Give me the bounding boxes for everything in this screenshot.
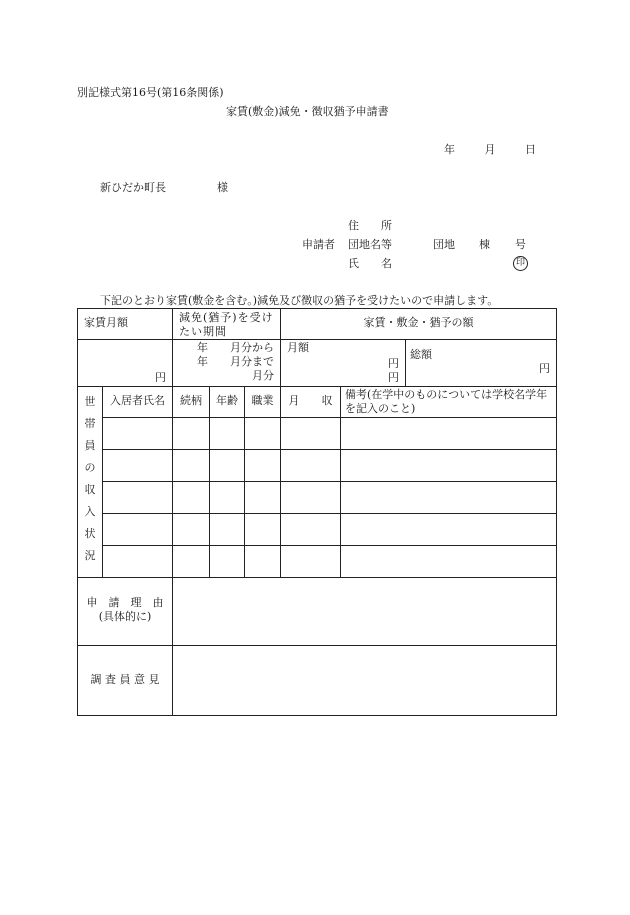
monthly-yen-1: 円 xyxy=(388,357,399,370)
household-row xyxy=(78,546,557,578)
household-cell[interactable] xyxy=(341,482,557,514)
household-cell[interactable] xyxy=(245,546,281,578)
col-relation-text: 続柄 xyxy=(180,394,202,407)
household-cell[interactable] xyxy=(173,546,210,578)
applicant-name-label: 氏 名 xyxy=(348,257,392,270)
applicant-complex-unit1: 団地 xyxy=(433,238,455,251)
reason-sub: (具体的に) xyxy=(98,610,152,623)
col-relation xyxy=(173,387,210,418)
applicant-complex-label: 団地名等 xyxy=(348,238,392,251)
household-vertical-char: 員 xyxy=(84,439,96,452)
amount-header-text: 家賃・敷金・猶予の額 xyxy=(363,316,474,329)
household-cell[interactable] xyxy=(245,514,281,546)
household-vertical-char: 況 xyxy=(84,549,96,562)
date-line xyxy=(444,141,536,157)
reason-label-cell xyxy=(78,578,173,646)
total-label: 総額 xyxy=(410,348,432,361)
period-to: 年 月分まで xyxy=(197,355,274,368)
household-row xyxy=(78,418,557,450)
period-header-text: 減免(猶予)を受けたい期間 xyxy=(179,311,274,338)
yen-unit: 円 xyxy=(155,371,166,384)
household-row xyxy=(78,482,557,514)
household-vertical-char: 状 xyxy=(84,527,96,540)
investigator-label-cell xyxy=(78,646,173,716)
col-occupation-text: 職業 xyxy=(251,394,274,407)
household-cell[interactable] xyxy=(173,514,210,546)
household-cell[interactable] xyxy=(210,514,245,546)
household-cell[interactable] xyxy=(210,482,245,514)
household-cell[interactable] xyxy=(281,482,341,514)
household-cell[interactable] xyxy=(210,546,245,578)
total-yen: 円 xyxy=(539,362,550,375)
reason-input[interactable] xyxy=(173,578,557,646)
applicant-complex-unit3: 号 xyxy=(515,238,526,251)
household-cell[interactable] xyxy=(245,482,281,514)
period-header xyxy=(173,309,281,340)
household-cell[interactable] xyxy=(281,450,341,482)
rent-monthly-header xyxy=(78,309,173,340)
household-cell[interactable] xyxy=(341,514,557,546)
household-cell[interactable] xyxy=(341,546,557,578)
reason-label: 申 請 理 由 xyxy=(86,596,164,609)
household-cell[interactable] xyxy=(281,546,341,578)
household-row xyxy=(78,514,557,546)
household-cell[interactable] xyxy=(173,450,210,482)
reason-row xyxy=(78,578,557,646)
household-cell[interactable] xyxy=(103,418,173,450)
addressee-honorific: 様 xyxy=(217,181,228,194)
col-resident-name xyxy=(103,387,173,418)
col-remarks-text: 備考(在学中のものについては学校名学年を記入のこと) xyxy=(345,388,548,415)
period-from: 年 月分から xyxy=(197,341,274,354)
amount-header xyxy=(281,309,557,340)
household-vertical-char: 世 xyxy=(84,395,96,408)
household-cell[interactable] xyxy=(210,418,245,450)
seal-stamp: 印 xyxy=(513,256,528,271)
household-cell[interactable] xyxy=(103,514,173,546)
date-month: 月 xyxy=(484,143,496,156)
monthly-label: 月額 xyxy=(287,341,309,354)
household-vertical-char: 帯 xyxy=(84,417,96,430)
household-cell[interactable] xyxy=(245,450,281,482)
investigator-label: 調 査 員 意 見 xyxy=(90,673,160,686)
monthly-yen-2: 円 xyxy=(388,371,399,384)
household-cell[interactable] xyxy=(281,418,341,450)
household-cell[interactable] xyxy=(341,450,557,482)
household-vertical-char: の xyxy=(84,461,96,474)
col-remarks xyxy=(341,387,557,418)
rent-monthly-header-text: 家賃月額 xyxy=(84,316,128,329)
col-monthly-income xyxy=(281,387,341,418)
household-vertical-label xyxy=(78,387,103,578)
col-occupation xyxy=(245,387,281,418)
col-monthly-income-text: 月 収 xyxy=(288,394,333,407)
period-values[interactable] xyxy=(173,340,281,387)
household-cell[interactable] xyxy=(173,418,210,450)
household-header-row xyxy=(78,387,557,418)
household-cell[interactable] xyxy=(281,514,341,546)
amount-row xyxy=(78,340,557,387)
household-cell[interactable] xyxy=(103,482,173,514)
form-number: 別記様式第16号(第16条関係) xyxy=(77,86,224,99)
household-cell[interactable] xyxy=(173,482,210,514)
household-cell[interactable] xyxy=(103,546,173,578)
col-age-text: 年齢 xyxy=(216,394,238,407)
col-resident-name-text: 入居者氏名 xyxy=(110,394,165,407)
household-row xyxy=(78,450,557,482)
household-cell[interactable] xyxy=(210,450,245,482)
applicant-address-label: 住 所 xyxy=(348,219,392,232)
applicant-role-label: 申請者 xyxy=(302,238,335,251)
monthly-amount-cell[interactable] xyxy=(281,340,406,386)
investigator-input[interactable] xyxy=(173,646,557,716)
total-amount-cell[interactable] xyxy=(406,340,556,386)
date-year: 年 xyxy=(444,143,455,156)
addressee-name: 新ひだか町長 xyxy=(100,181,166,194)
rent-monthly-value[interactable] xyxy=(78,340,173,387)
household-vertical-char: 入 xyxy=(84,505,96,518)
amount-values[interactable] xyxy=(281,340,557,387)
date-day: 日 xyxy=(525,143,536,156)
seal-mark xyxy=(513,255,528,271)
header-row xyxy=(78,309,557,340)
intro-text: 下記のとおり家賃(敷金を含む。)減免及び徴収の猶予を受けたいので申請します。 xyxy=(100,294,499,307)
col-age xyxy=(210,387,245,418)
period-months: 月分 xyxy=(252,369,274,382)
household-cell[interactable] xyxy=(103,450,173,482)
investigator-row xyxy=(78,646,557,716)
application-form-table xyxy=(77,308,557,716)
household-cell[interactable] xyxy=(245,418,281,450)
document-title: 家賃(敷金)減免・徴収猶予申請書 xyxy=(226,105,389,118)
applicant-complex-unit2: 棟 xyxy=(479,238,490,251)
household-vertical-char: 収 xyxy=(84,483,96,496)
household-cell[interactable] xyxy=(341,418,557,450)
